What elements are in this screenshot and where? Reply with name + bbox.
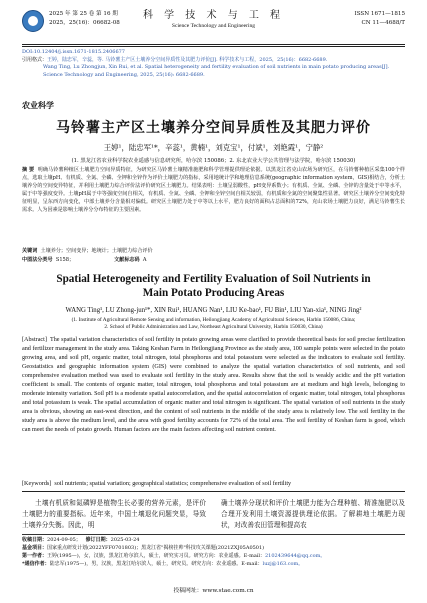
keywords-cn [22,247,405,255]
journal-name [22,9,405,30]
journal-name-cn: 科 学 技 术 与 工 程 [142,10,285,21]
cite-label: 引用格式： [22,56,48,63]
cite-en-2: Science Technology and Engineering, 2025, 25(16): 6682-6689. [43,71,205,78]
journal-name-en: Science Technology and Engineering [171,23,256,29]
keywords-en-label: [Keywords] [22,481,52,487]
authors-cn: 王婷¹，陆忠军¹*，辛蕊¹，黄楠¹，刘克宝¹，付斌¹，刘艳霞¹，宁静² [103,143,324,152]
fund-text: 国家重点研发计划(2022YFF0701803)；黑龙江省"揭榜挂帅"科技攻关课题(2021ZXJ05A0501) [47,544,265,551]
issn-info [354,10,405,28]
paper-title-cn: 马铃薯主产区土壤养分空间异质性及其肥力评价 [56,120,371,136]
header-rule-thin [22,46,405,47]
first-author-line [22,553,405,561]
affiliations-en [0,317,427,332]
keywords-cn-label: 关键词 [22,248,38,254]
corr-author-line [22,561,405,569]
citation-block [22,49,405,79]
revised-label: 修订日期： [85,537,111,543]
section-tag: 农业科学 [22,100,54,110]
doc-code-value: A [142,257,147,263]
first-author-label: 第一作者： [22,552,48,559]
first-author-text: 王婷(1995—)，女，汉族，黑龙江哈尔滨人，硕士，研究实习员。研究方向：农业遥感。E-mail： [47,552,265,559]
received-date: 2024-09-05； [47,537,81,543]
affil-en-2: 2. School of Public Administration and Law, Northeast Agricultural University, Harbin 150030, China) [104,324,323,331]
journal-header [22,8,405,42]
affiliations-cn: (1. 黑龙江省农业科学院农业遥感与信息研究所，哈尔滨 150086；2. 东北农业大学公共管理与法学院，哈尔滨 150030) [71,158,356,164]
paper-title-en [0,272,427,300]
cite-cn: 王婷，陆忠军，辛蕊，等. 马铃薯主产区土壤养分空间异质性及其肥力评价[J]. 科学技术与工程，2025，25(16)：6682-6689. [47,56,328,63]
title-en-line2: Main Potato Producing Areas [142,287,285,299]
abstract-rule [22,491,405,492]
abstract-cn [22,166,405,214]
class-value: S158； [55,257,75,263]
body-column-left: 土壤有机质和氮磷钾是植物生长必要的营养元素，是评价土壤肥力的重要指标。近年来，中国土壤退化问题突显，导致土壤养分失衡。因此，明 [22,499,206,529]
revised-date: 2025-03-24 [110,537,140,543]
submission-url[interactable]: 投稿网址：www.stae.com.cn [173,588,254,594]
footnote-rule [22,534,405,535]
received-label: 收稿日期： [22,537,48,543]
issue-line: 2025 年 第 25 卷 第 16 期 [49,11,118,17]
fund-line [22,545,405,553]
corr-author-email[interactable]: luzj@163.com。 [262,560,304,567]
cite-en-1: Wang Ting, Lu Zhongjun, Xin Rui, et al. Spatial heterogeneity and fertility evaluation of soil nutrients in main potato producing areas[J]. [43,64,390,71]
keywords-en [22,480,405,489]
corr-author-label: *通信作者： [22,560,50,567]
abstract-en [22,336,405,436]
authors-en: WANG Ting¹, LU Zhong-jun¹*, XIN Rui¹, HUANG Nan¹, LIU Ke-bao¹, FU Bin¹, LIU Yan-xia¹, NING Jing² [65,307,362,314]
dates-line [22,537,405,545]
pages-line: 2025，25(16)：06682-08 [49,20,120,26]
abstract-cn-text: 明确马铃薯种植区土壤肥力空间异质特征，为研究区马铃薯土壤精准施肥和科学管理提供理论依据。以黑龙江省克山农场为研究区，在马铃薯种植区采集100个样点，选取土壤pH、有机质、全氮、全磷、全钾和全锌作为评价土壤肥力的指标，采用地统计学和地理信息系统(geographic information system，GIS)相结合，分析土壤养分的空间变异特征，并利用土壤肥力综合评价法评价研究区土壤肥力。结果表明：土壤呈弱酸性，pH变异系数小；有机质、全氮、全磷、全锌的含量处于中等水平，属于中等强度变异。土壤pH属于中等强度空间自相关，有机质、全氮、全磷、全钾和全锌空间自相关较弱，有机质和全氮的空间聚集性显著。研究区土壤养分空间变化特征明显，呈东西方向变化，中部土壤养分含量相对偏低。研究区土壤肥力处于中等以上水平，肥力良好的面积占总面积的72%，克山农场土壤肥力良好，满足马铃薯生长需求。人为因素是影响土壤养分分布特征的主要因素。 [22,167,405,213]
cn-number: CN 11—4688/T [361,20,405,26]
keywords-en-text: soil nutrients; spatial variation; geographical statistics; comprehensive evaluation of soil fertility [54,481,292,487]
classification [22,256,405,264]
first-author-email[interactable]: 2102439644@qq.com。 [265,552,326,559]
body-column-right: 确土壤养分现状和评价土壤肥力能为合理种植、精准施肥以及合理开发利用土壤资源提供理论依据。了解耕地土壤肥力现状，对改善农田管理和提高农 [221,499,405,529]
abstract-cn-label: 摘 要 [22,167,35,173]
doi-link[interactable]: DOI:10.12404/j.issn.1671-1815.2406677 [22,49,125,55]
fund-label: 基金项目： [22,544,48,551]
corr-author-text: 陆忠军(1975—)，男，汉族，黑龙江哈尔滨人，硕士，研究员。研究方向：农业遥感。E-mail： [49,560,263,567]
doc-code-label: 文献标志码 [114,257,140,263]
abstract-en-label: [Abstract] [22,337,47,343]
class-label: 中图法分类号 [22,257,53,263]
abstract-en-text: The spatial variation characteristics of soil fertility in potato growing areas were clarified to provide theoretical basis for soil precise fertilization and fertilizer management in the study area. Taking Keshan Farm in Heilongjiang Province as the study area, 100 sample points were selected in the potato growing area, and soil pH, organic matter, total nitrogen, total phosphorus and total potassium were selected as the indicators to evaluate soil fertility. Geostatistics and geographic information system (GIS) were combined to analyze the spatial variation characteristics of soil nutrients, and soil comprehensive evaluation method was used to evaluate soil fertility in the study area. Results show that the soil is weakly acidic and the pH variation coefficient is small. The contents of organic matter, total nitrogen, total phosphorus and total potassium are at medium and high levels, belonging to moderate intensity variation. Soil pH is a moderate spatial autocorrelation, and the spatial autocorrelation of organic matter, total nitrogen, total phosphorus and total potassium is weak. The spatial accumulation of organic matter and total nitrogen is significant. The spatial variation of soil nutrients in the study area is obvious, showing an east-west direction, and the content of soil nutrients in the middle of the study area is relatively low. The soil fertility in the study area is above the medium level, and the area with good fertility accounts for 72% of the total area. The soil fertility of Keshan farm is good, which can meet the needs of potato growth. Human factors are the main factors affecting soil nutrient content. [22,337,405,434]
title-en-line1: Spatial Heterogeneity and Fertility Evaluation of Soil Nutrients in [56,273,371,285]
issn: ISSN 1671—1815 [354,11,405,17]
affil-en-1: (1. Institute of Agricultural Remote Sensing and information, Heilongjiang Academy of Agricultural Sciences, Harbin 150086, China; [71,317,356,323]
footnotes [22,537,405,569]
header-rule [22,44,405,45]
keywords-cn-text: 土壤养分；空间变异；地统计；土壤肥力综合评价 [40,248,153,254]
